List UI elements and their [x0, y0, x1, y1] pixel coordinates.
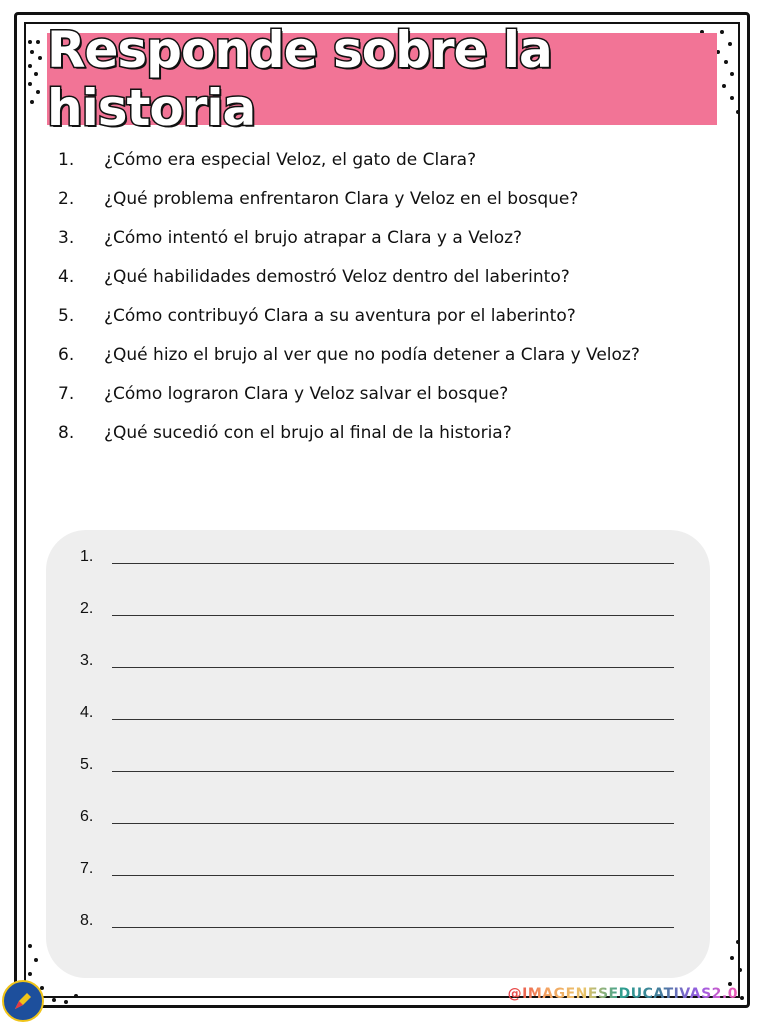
decor-dot [28, 64, 32, 68]
question-number: 6. [58, 344, 75, 365]
question-number: 3. [58, 227, 75, 248]
question-text: ¿Cómo intentó el brujo atrapar a Clara y a Veloz? [104, 227, 523, 248]
question-number: 8. [58, 422, 75, 443]
decor-dot [34, 958, 38, 962]
question-text: ¿Qué sucedió con el brujo al final de la historia? [104, 422, 512, 443]
question-item [58, 413, 698, 452]
question-item [58, 257, 698, 296]
answer-number: 1. [80, 548, 94, 565]
decor-dot [74, 994, 78, 998]
question-item [58, 335, 698, 374]
question-list [58, 140, 698, 452]
answer-number: 8. [80, 912, 94, 929]
answer-line[interactable] [80, 694, 674, 724]
decor-dot [38, 56, 42, 60]
decor-dot [28, 944, 32, 948]
decor-dot [730, 96, 734, 100]
decor-dot [64, 1000, 68, 1004]
decor-dot [738, 968, 742, 972]
decor-dot [30, 100, 34, 104]
decor-dot [740, 996, 744, 1000]
answer-number: 4. [80, 704, 94, 721]
answer-line[interactable] [80, 746, 674, 776]
answer-line[interactable] [80, 538, 674, 568]
question-text: ¿Cómo era especial Veloz, el gato de Clara? [104, 149, 477, 170]
title-banner [47, 21, 717, 137]
decor-dot [736, 110, 740, 114]
writing-line [112, 770, 674, 772]
question-number: 4. [58, 266, 75, 287]
writing-line [112, 874, 674, 876]
decor-dot [28, 972, 32, 976]
decor-dot [720, 30, 724, 34]
writing-line [112, 822, 674, 824]
decor-dot [730, 956, 734, 960]
question-text: ¿Cómo lograron Clara y Veloz salvar el bosque? [104, 383, 509, 404]
question-number: 2. [58, 188, 75, 209]
question-text: ¿Qué habilidades demostró Veloz dentro del laberinto? [104, 266, 570, 287]
decor-dot [30, 50, 34, 54]
writing-line [112, 718, 674, 720]
pencil-icon [11, 989, 35, 1013]
answer-number: 6. [80, 808, 94, 825]
decor-dot [730, 72, 734, 76]
decor-dot [728, 42, 732, 46]
decor-dot [28, 40, 32, 44]
question-text: ¿Qué hizo el brujo al ver que no podía detener a Clara y Veloz? [104, 344, 640, 365]
question-item [58, 218, 698, 257]
answer-number: 2. [80, 600, 94, 617]
page-title: Responde sobre la historia [47, 21, 552, 137]
answer-line[interactable] [80, 590, 674, 620]
question-text: ¿Qué problema enfrentaron Clara y Veloz en el bosque? [104, 188, 579, 209]
question-item [58, 179, 698, 218]
decor-dot [36, 40, 40, 44]
decor-dot [52, 998, 56, 1002]
answer-area [46, 530, 710, 978]
question-item [58, 374, 698, 413]
question-number: 5. [58, 305, 75, 326]
writing-line [112, 562, 674, 564]
question-item [58, 296, 698, 335]
watermark: @IMAGENESEDUCATIVAS2.0 [507, 986, 738, 1002]
writing-line [112, 666, 674, 668]
decor-dot [736, 940, 740, 944]
decor-dot [34, 72, 38, 76]
brand-logo [2, 980, 44, 1022]
decor-dot [36, 90, 40, 94]
question-text: ¿Cómo contribuyó Clara a su aventura por el laberinto? [104, 305, 576, 326]
answer-number: 3. [80, 652, 94, 669]
answer-line[interactable] [80, 902, 674, 932]
question-item [58, 140, 698, 179]
writing-line [112, 614, 674, 616]
answer-line[interactable] [80, 850, 674, 880]
question-number: 1. [58, 149, 75, 170]
decor-dot [724, 60, 728, 64]
writing-line [112, 926, 674, 928]
answer-line[interactable] [80, 642, 674, 672]
answer-number: 5. [80, 756, 94, 773]
decor-dot [722, 84, 726, 88]
answer-number: 7. [80, 860, 94, 877]
answer-line[interactable] [80, 798, 674, 828]
decor-dot [28, 82, 32, 86]
question-number: 7. [58, 383, 75, 404]
